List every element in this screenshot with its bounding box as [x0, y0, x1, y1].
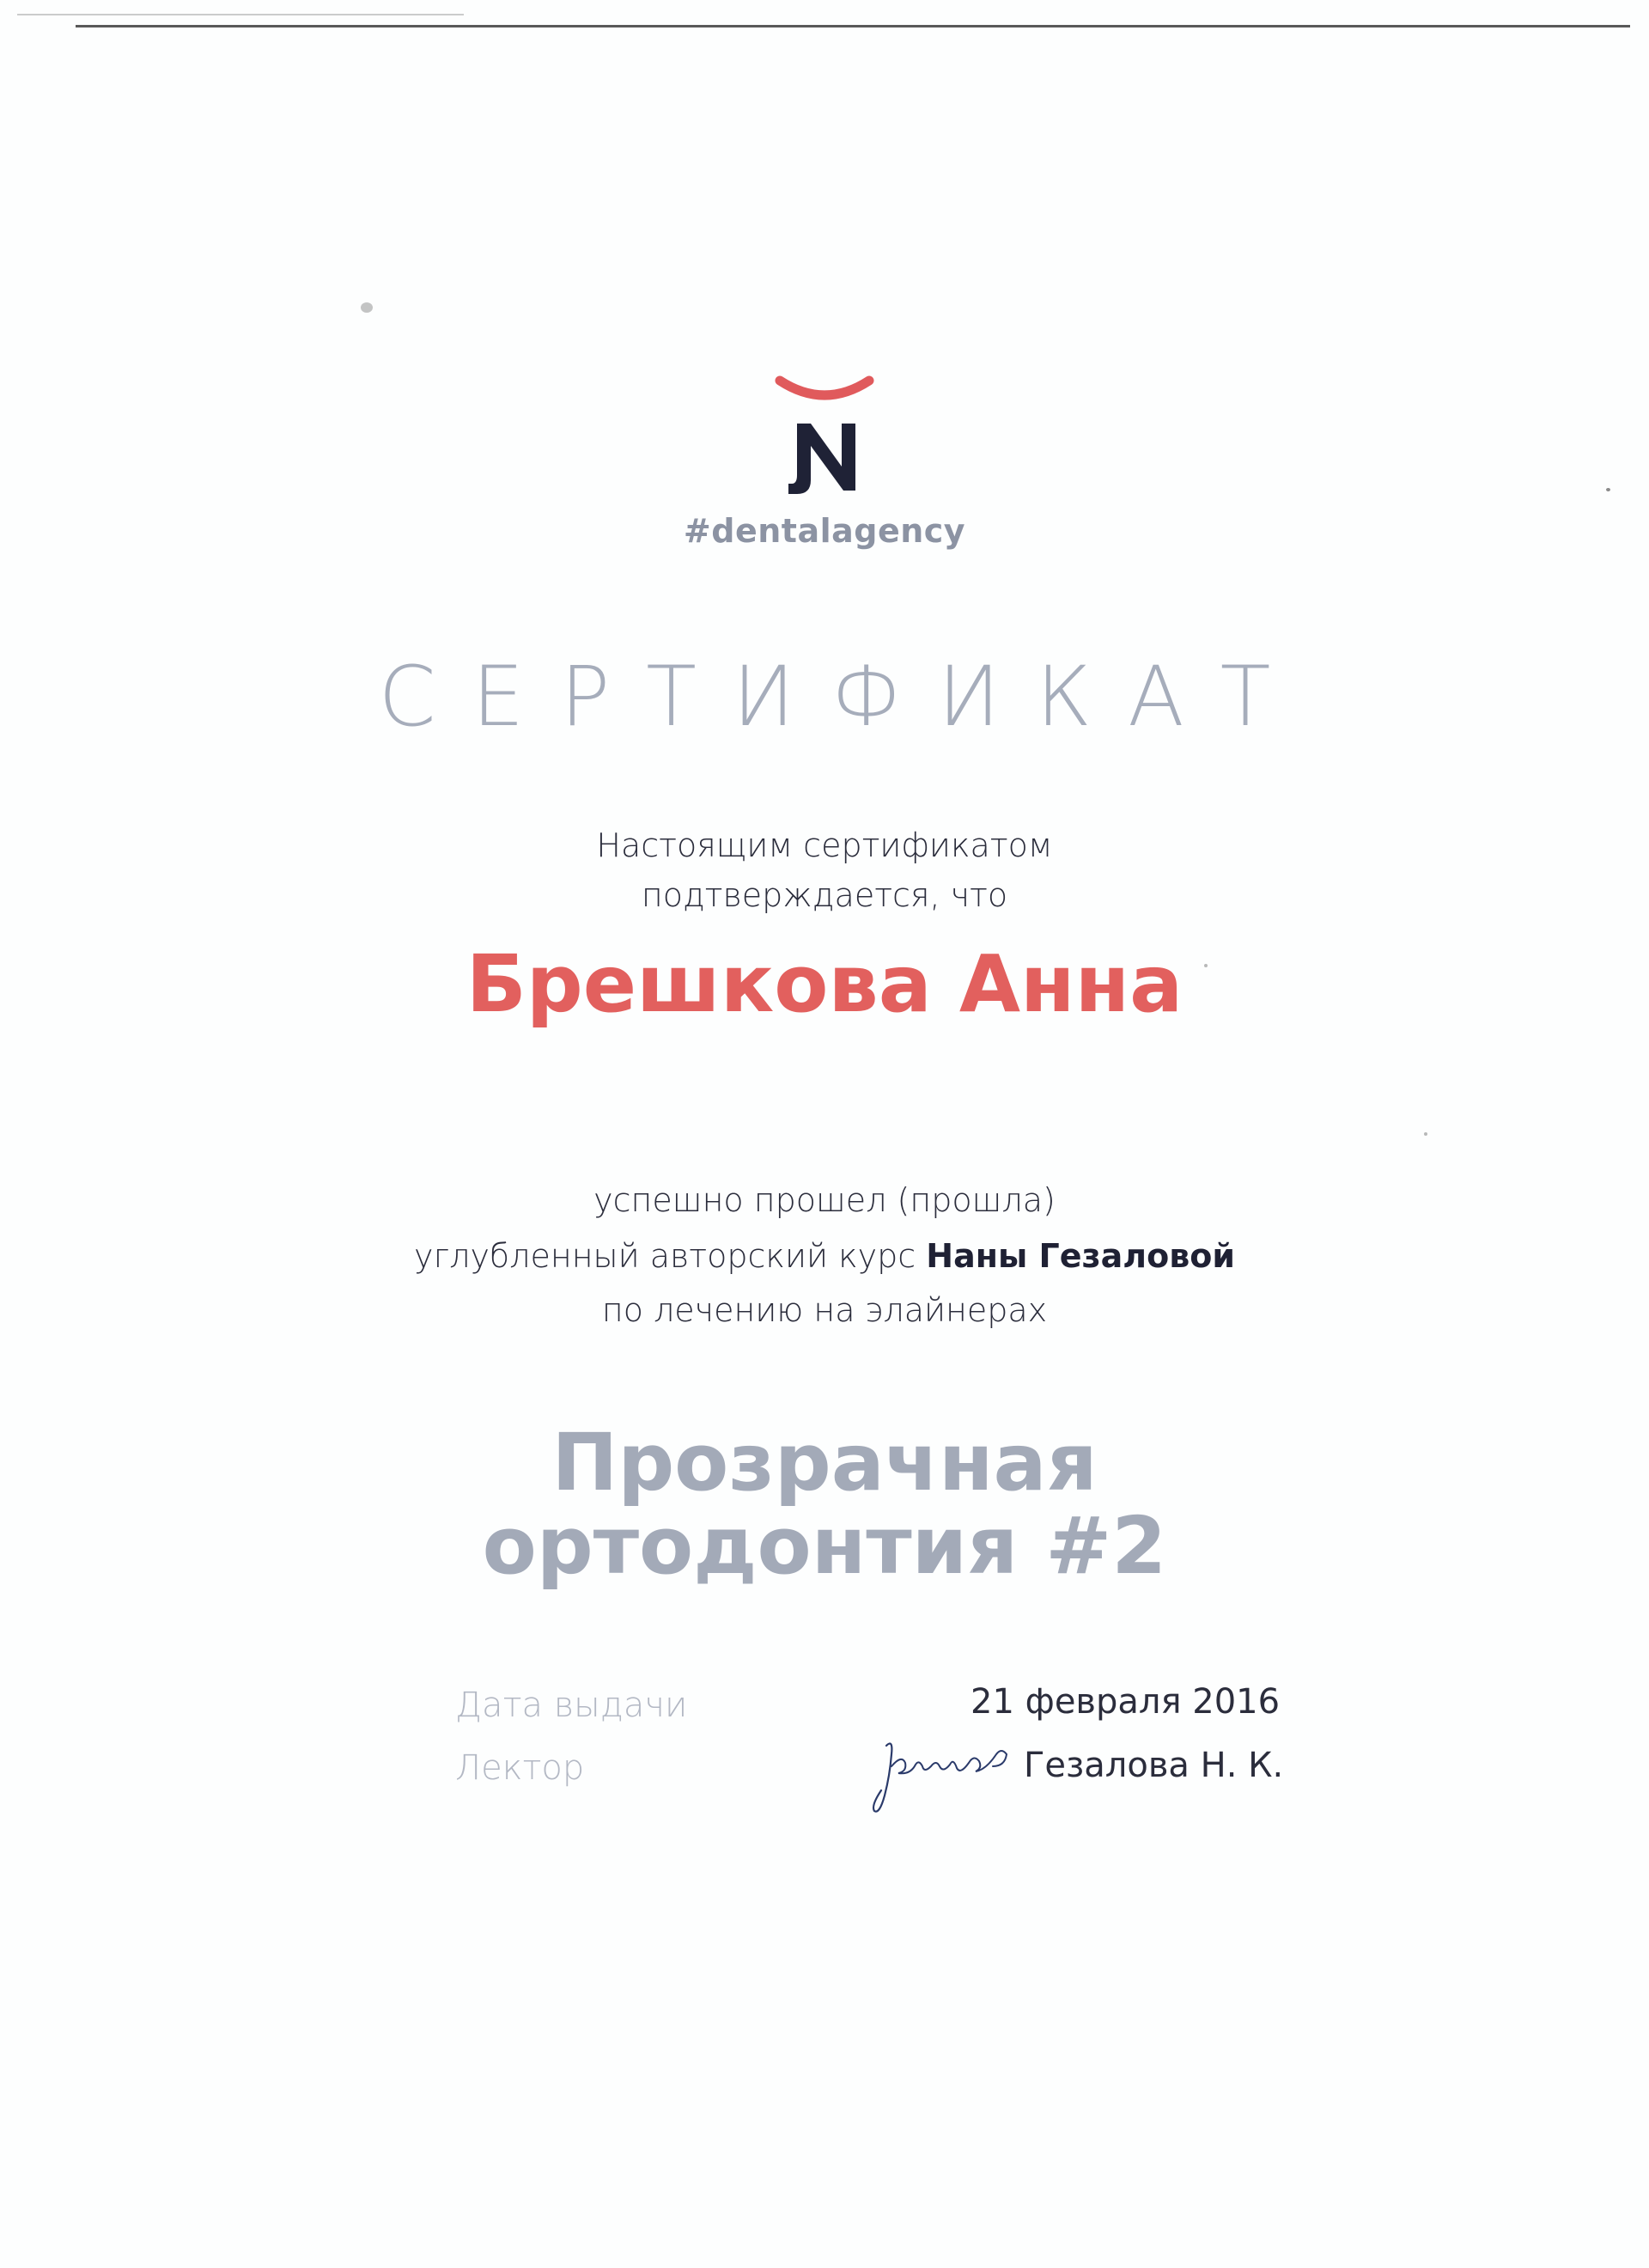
lecturer-label: Лектор [455, 1748, 585, 1788]
date-value: 21 февраля 2016 [971, 1682, 1281, 1722]
scan-speck [361, 302, 373, 313]
course-title-line-2: ортодонтия #2 [482, 1500, 1167, 1592]
date-label: Дата выдачи [455, 1686, 688, 1725]
brand-tag: #dentalagency [683, 512, 966, 550]
body-line-1: успешно прошел (прошла) [593, 1181, 1056, 1219]
certificate-title: СЕРТИФИКАТ [378, 649, 1307, 745]
body-line-2 [0, 1237, 1649, 1275]
recipient-name: Брешкова Анна [465, 938, 1184, 1030]
scan-edge-line [76, 25, 1630, 27]
scan-artifact-line [17, 14, 464, 15]
scan-speck [1606, 488, 1610, 491]
lecturer-value: Гезалова Н. К. [1024, 1746, 1284, 1785]
course-title-line-1: Прозрачная [551, 1417, 1098, 1509]
logo-letter-n [788, 424, 855, 494]
smile-mark [780, 381, 869, 395]
intro-line-1: Настоящим сертификатом [596, 826, 1053, 864]
course-author: Наны Гезаловой [926, 1237, 1235, 1275]
dentalagency-logo [764, 365, 885, 511]
intro-line-2: подтверждается, что [641, 876, 1008, 914]
body-line-2-prefix: углубленный авторский курс [414, 1237, 916, 1275]
scan-speck [1424, 1132, 1427, 1136]
lecturer-signature [867, 1728, 1022, 1823]
body-line-3: по лечению на элайнерах [601, 1291, 1048, 1329]
